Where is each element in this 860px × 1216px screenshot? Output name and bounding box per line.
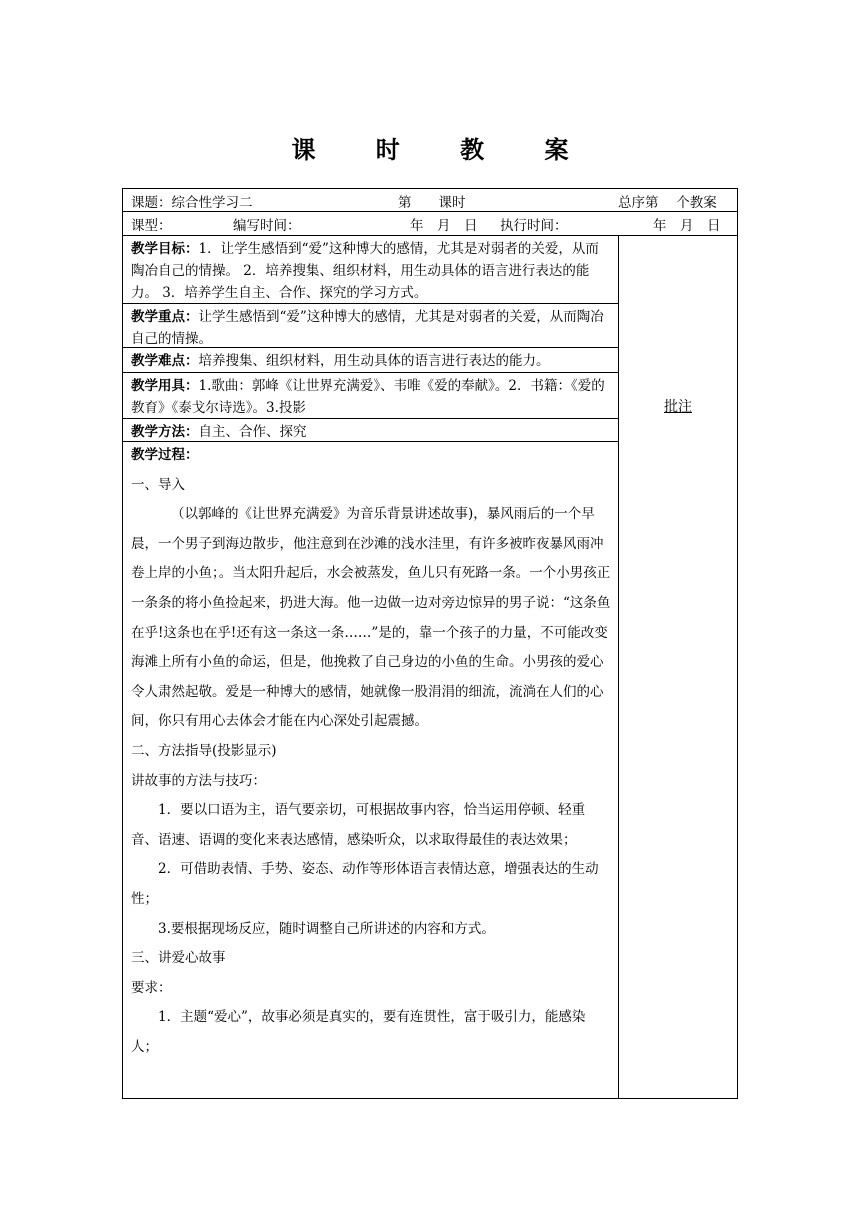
total-number-field: 总序第 个教案 [618, 195, 717, 211]
intro-story-paragraph: （以郭峰的《让世界充满爱》为音乐背景讲述故事)，暴风雨后的一个早晨，一个男子到海边散步，他注意到在沙滩的浅水洼里，有许多被昨夜暴风雨冲卷上岸的小鱼；。当太阳升起后，水会被蒸发，鱼儿只有死路一条。一个小男孩正一条条的将小鱼捡起来，扔进大海。他一边做一边对旁边惊异的男子说：“这条鱼在乎!这条也在乎!还有这一条这一条……”是的，靠一个孩子的力量，不可能改变海滩上所有小鱼的命运，但是，他挽救了自己身边的小鱼的生命。小男孩的爱心令人肃然起敬。爱是一种博大的感情，她就像一股涓涓的细流，流淌在人们的心间，你只有用心去体会才能在内心深处引起震撼。 [131, 506, 611, 730]
teaching-key-points [123, 304, 618, 348]
requirement-item-1: 1．主题“爱心”，故事必须是真实的，要有连贯性，富于吸引力，能感染人； [131, 1009, 586, 1055]
process-label: 教学过程： [131, 447, 199, 463]
difficult-label: 教学难点： [131, 353, 199, 369]
difficult-text: 培养搜集、组织材料，用生动具体的语言进行表达的能力。 [198, 353, 550, 369]
write-time-label: 编写时间： [233, 218, 301, 234]
teaching-methods [123, 419, 618, 442]
method-item-1: 1．要以口语为主，语气要亲切，可根据故事内容，恰当运用停顿、轻重音、语速、语调的变化来表达感情，感染听众，以求取得最佳的表达效果； [131, 802, 586, 848]
lesson-plan-table [122, 188, 738, 1099]
annotation-header: 批注 [664, 399, 692, 415]
header-row-2 [123, 212, 737, 236]
lesson-number-field: 第 课时 [398, 195, 466, 211]
teaching-tools [123, 373, 618, 419]
methods-text: 自主、合作、探究 [198, 424, 307, 440]
key-text: 让学生感悟到“爱”这种博大的感情，尤其是对弱者的关爱，从而陶冶自己的情操。 [131, 309, 604, 347]
header-row-1 [123, 189, 737, 212]
tools-text: 1.歌曲：郭峰《让世界充满爱》、韦唯《爱的奉献》。2．书籍：《爱的教育》《泰戈尔诗选》。3.投影 [131, 378, 605, 416]
teaching-difficulties [123, 348, 618, 373]
teaching-process [123, 441, 618, 1062]
column-divider [618, 236, 619, 1099]
method-subheading: 讲故事的方法与技巧： [131, 772, 266, 789]
exec-time-label: 执行时间： [500, 218, 568, 234]
tools-label: 教学用具： [131, 378, 199, 394]
method-item-2: 2．可借助表情、手势、姿态、动作等形体语言表情达意，增强表达的生动性； [131, 861, 599, 907]
page-title: 课 时 教 案 [291, 136, 595, 164]
teaching-goals [123, 236, 618, 304]
section-intro-heading: 一、导入 [131, 476, 185, 493]
topic-field: 课题：综合性学习二 [131, 195, 253, 211]
goals-label: 教学目标： [131, 241, 199, 257]
goals-text: 1．让学生感悟到“爱”这种博大的感情，尤其是对弱者的关爱，从而陶冶自己的情操。 2．培养搜集、组织材料，用生动具体的语言进行表达的能力。 3．培养学生自主、合作、探究的学习方式。 [131, 241, 599, 301]
section-story-heading: 三、讲爱心故事 [131, 950, 226, 967]
lesson-type-field: 课型： [131, 218, 172, 234]
section-method-heading: 二、方法指导(投影显示) [131, 742, 277, 759]
exec-date-field: 年 月 日 [653, 218, 721, 234]
method-item-3: 3.要根据现场反应，随时调整自己所讲述的内容和方式。 [158, 920, 495, 937]
requirements-label: 要求： [131, 979, 172, 996]
key-label: 教学重点： [131, 309, 199, 325]
write-date-field: 年 月 日 [410, 218, 478, 234]
methods-label: 教学方法： [131, 424, 199, 440]
